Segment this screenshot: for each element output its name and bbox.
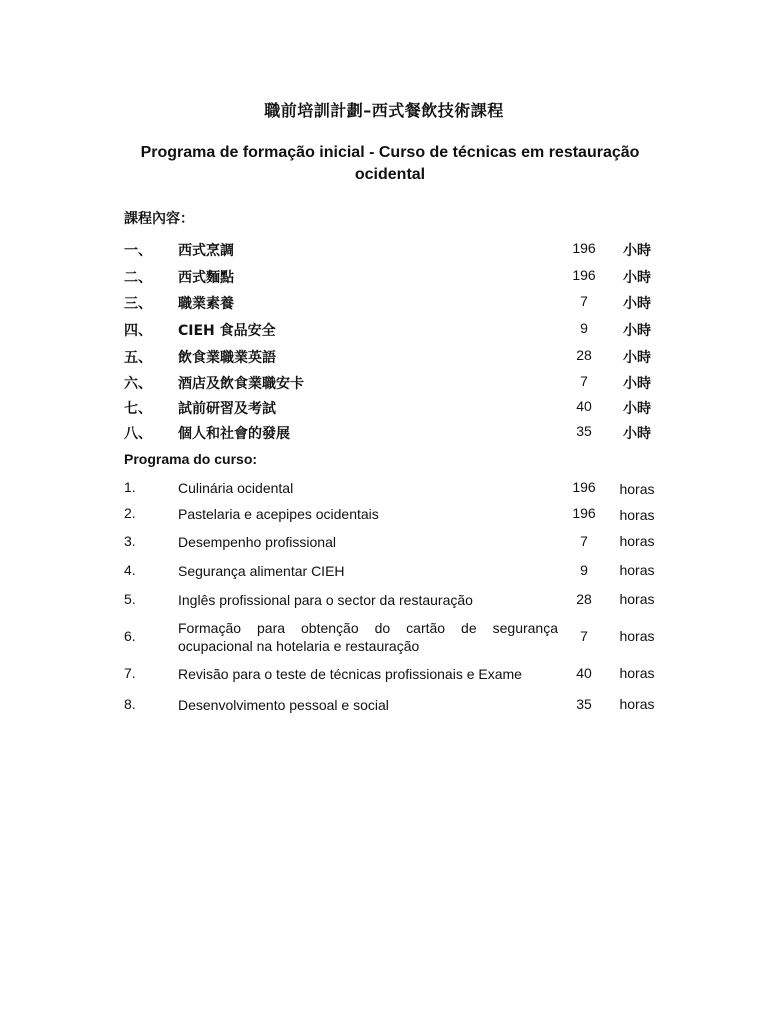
- course-number: 6.: [124, 628, 136, 644]
- course-number: 4.: [124, 562, 136, 578]
- hours-unit: horas: [619, 591, 655, 607]
- course-row-pt: [0, 665, 768, 689]
- course-row-pt: [0, 533, 768, 557]
- course-row-zh: [0, 240, 768, 264]
- page-title-chinese: 職前培訓計劃–西式餐飲技術課程: [264, 101, 504, 120]
- course-row-zh: [0, 267, 768, 291]
- course-number: 八、: [124, 426, 152, 442]
- course-row-pt: [0, 619, 768, 659]
- course-hours: 40: [576, 398, 592, 414]
- course-hours: 7: [580, 293, 588, 309]
- course-name: Segurança alimentar CIEH: [178, 563, 345, 579]
- course-name: Formação para obtenção do cartão de segurança ocupacional na hotelaria e restauração: [178, 620, 558, 654]
- course-hours: 28: [576, 347, 592, 363]
- course-hours: 7: [580, 533, 588, 549]
- course-row-zh: [0, 373, 768, 397]
- course-row-zh: [0, 320, 768, 344]
- course-name: 職業素養: [178, 296, 234, 312]
- course-number: 5.: [124, 591, 136, 607]
- hours-unit: 小時: [623, 376, 651, 392]
- course-number: 四、: [124, 323, 152, 339]
- hours-unit: horas: [619, 507, 655, 523]
- hours-unit: horas: [619, 481, 655, 497]
- hours-unit: 小時: [623, 243, 651, 259]
- course-name: CIEH 食品安全: [178, 323, 276, 339]
- course-hours: 28: [576, 591, 592, 607]
- hours-unit: horas: [619, 665, 655, 681]
- course-number: 一、: [124, 243, 152, 259]
- hours-unit: 小時: [623, 270, 651, 286]
- hours-unit: 小時: [623, 401, 651, 417]
- hours-unit: 小時: [623, 350, 651, 366]
- course-row-zh: [0, 398, 768, 422]
- course-name: 西式烹調: [178, 243, 234, 259]
- course-number: 8.: [124, 696, 136, 712]
- course-row-pt: [0, 591, 768, 615]
- course-name: Revisão para o teste de técnicas profissionais e Exame: [178, 666, 522, 682]
- course-name: 酒店及飲食業職安卡: [178, 376, 304, 392]
- course-row-pt: [0, 696, 768, 720]
- hours-unit: horas: [619, 696, 655, 712]
- section-heading-portuguese: Programa do curso:: [124, 451, 258, 467]
- course-name: 試前研習及考試: [178, 401, 276, 417]
- course-hours: 7: [580, 373, 588, 389]
- course-number: 五、: [124, 350, 152, 366]
- course-number: 2.: [124, 505, 136, 521]
- hours-unit: 小時: [623, 296, 651, 312]
- course-number: 六、: [124, 376, 152, 392]
- course-name: Culinária ocidental: [178, 480, 294, 496]
- section-heading-chinese: 課程內容：: [124, 211, 194, 227]
- hours-unit: 小時: [623, 426, 651, 442]
- course-name: Desenvolvimento pessoal e social: [178, 697, 389, 713]
- course-row-zh: [0, 423, 768, 447]
- course-hours: 35: [576, 423, 592, 439]
- course-hours: 196: [572, 479, 596, 495]
- course-row-pt: [0, 479, 768, 503]
- hours-unit: 小時: [623, 323, 651, 339]
- course-row-pt: [0, 505, 768, 529]
- course-name: 飲食業職業英語: [178, 350, 276, 366]
- course-name: Inglês profissional para o sector da restauração: [178, 592, 473, 608]
- course-hours: 7: [580, 628, 588, 644]
- course-number: 1.: [124, 479, 136, 495]
- course-name: Desempenho profissional: [178, 534, 336, 550]
- course-hours: 196: [572, 240, 596, 256]
- course-hours: 40: [576, 665, 592, 681]
- course-name: 西式麵點: [178, 270, 234, 286]
- hours-unit: horas: [619, 628, 655, 644]
- course-name: 個人和社會的發展: [178, 426, 290, 442]
- course-number: 3.: [124, 533, 136, 549]
- course-number: 二、: [124, 270, 152, 286]
- course-hours: 9: [580, 320, 588, 336]
- course-hours: 196: [572, 505, 596, 521]
- course-hours: 35: [576, 696, 592, 712]
- course-hours: 196: [572, 267, 596, 283]
- hours-unit: horas: [619, 533, 655, 549]
- course-hours: 9: [580, 562, 588, 578]
- hours-unit: horas: [619, 562, 655, 578]
- page-title-portuguese: Programa de formação inicial - Curso de técnicas em restauração ocidental: [140, 144, 640, 183]
- course-row-zh: [0, 293, 768, 317]
- course-number: 7.: [124, 665, 136, 681]
- course-row-pt: [0, 562, 768, 586]
- course-row-zh: [0, 347, 768, 371]
- course-name: Pastelaria e acepipes ocidentais: [178, 506, 379, 522]
- course-number: 七、: [124, 401, 152, 417]
- course-number: 三、: [124, 296, 152, 312]
